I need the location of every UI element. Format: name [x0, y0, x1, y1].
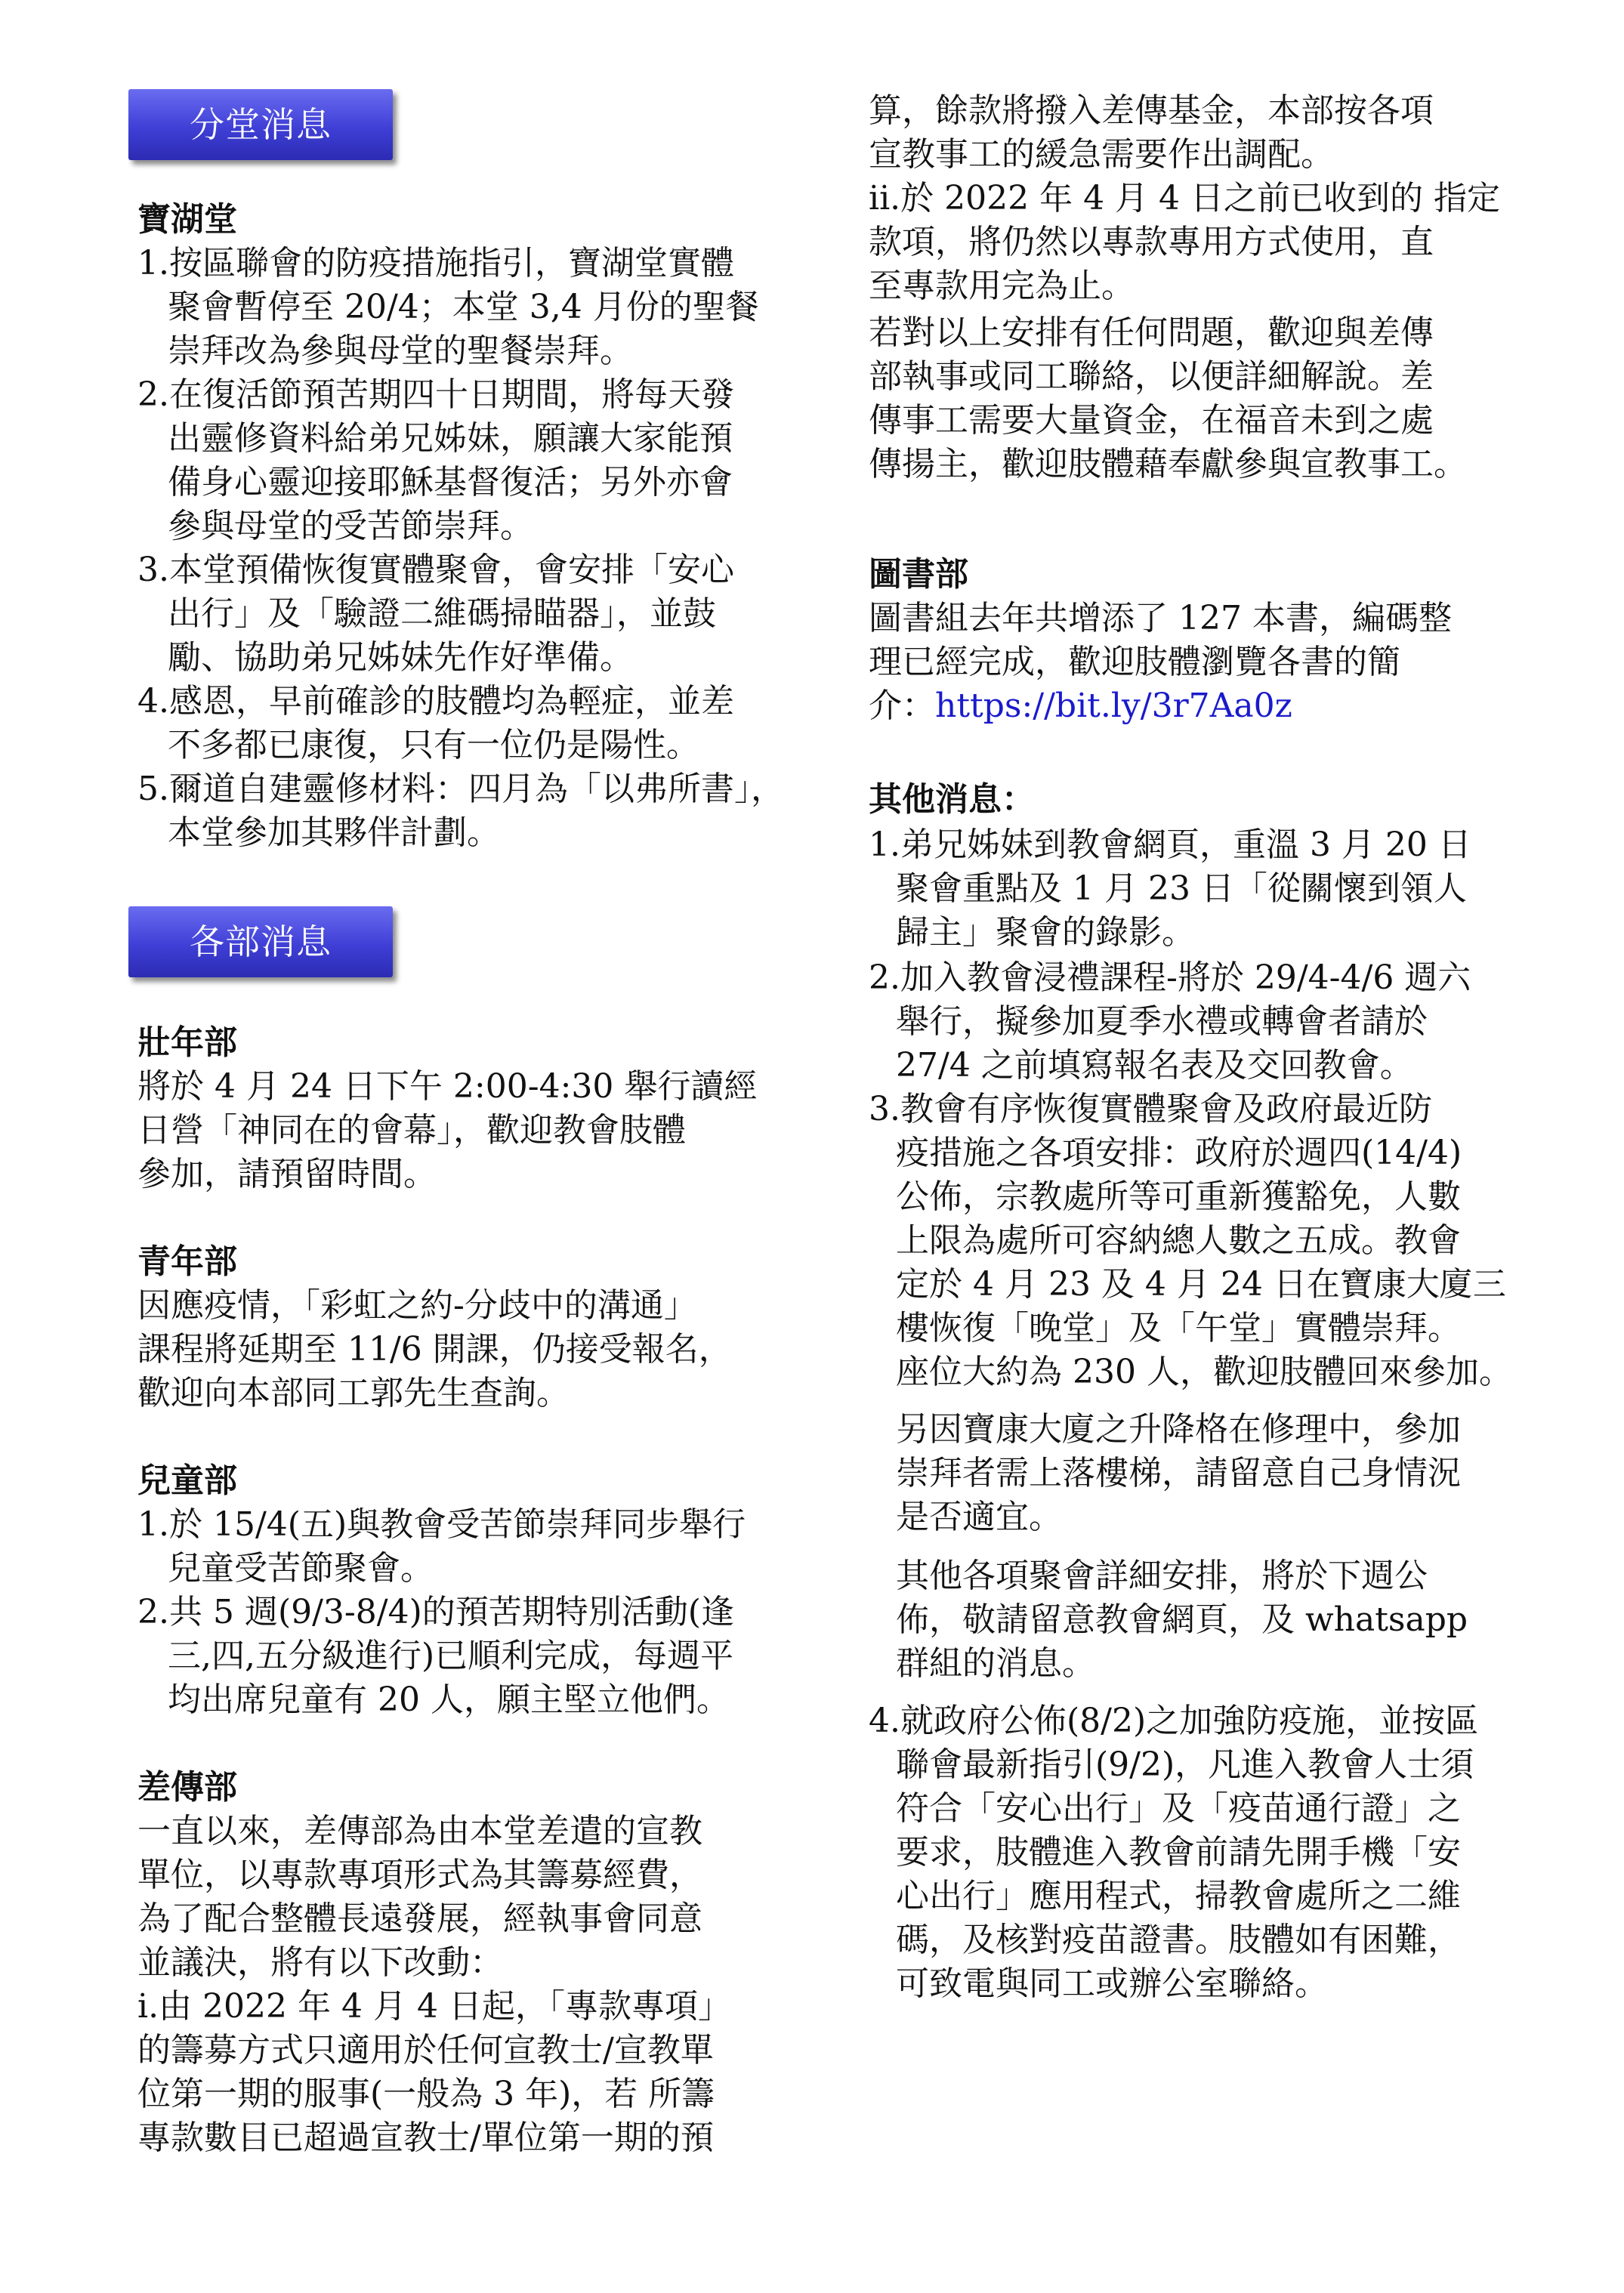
library-link-prefix: 介： [869, 687, 935, 725]
section-banner-branch: 分堂消息 [128, 89, 393, 160]
library-line: 理已經完成，歡迎肢體瀏覽各書的簡 [869, 643, 1400, 681]
other-line: 聯會最新指引(9/2)，凡進入教會人士須 [896, 1745, 1474, 1784]
mission-line: i.由 2022 年 4 月 4 日起，「專款專項」 [137, 1987, 731, 2026]
adult-line: 將於 4 月 24 日下午 2:00-4:30 舉行讀經 [137, 1067, 758, 1106]
other-line: 聚會重點及 1 月 23 日「從關懷到領人 [896, 869, 1467, 908]
mission-line: 一直以來，差傳部為由本堂差遣的宣教 [137, 1812, 702, 1850]
other-line: 要求，肢體進入教會前請先開手機「安 [896, 1833, 1461, 1872]
mission-line: 並議決，將有以下改動： [137, 1943, 503, 1982]
mission-line: 專款數目已超過宣教士/單位第一期的預 [137, 2119, 714, 2157]
library-link-line [869, 684, 1292, 728]
pohu-line: 4.感恩，早前確診的肢體均為輕症，並差 [137, 682, 734, 721]
mission-cont-line: 若對以上安排有任何問題，歡迎與差傳 [869, 313, 1434, 352]
youth-line: 課程將延期至 11/6 開課，仍接受報名， [137, 1330, 732, 1369]
youth-line: 歡迎向本部同工郭先生查詢。 [137, 1374, 570, 1412]
children-line: 三,四,五分級進行)已順利完成，每週平 [168, 1637, 734, 1675]
mission-line: 為了配合整體長遠發展，經執事會同意 [137, 1900, 702, 1938]
other-line: 公佈，宗教處所等可重新獲豁免，人數 [896, 1177, 1461, 1216]
mission-line: 位第一期的服事(一般為 3 年)，若 所籌 [137, 2075, 715, 2113]
other-line: 1.弟兄姊妹到教會網頁，重溫 3 月 20 日 [869, 826, 1471, 864]
other-line: 心出行」應用程式，掃教會處所之二維 [896, 1877, 1461, 1915]
mission-cont-line: 宣教事工的緩急需要作出調配。 [869, 135, 1334, 174]
heading-pohu: 寶湖堂 [137, 200, 237, 239]
pohu-line: 5.爾道自建靈修材料：四月為「以弗所書」， [137, 770, 784, 808]
pohu-line: 2.在復活節預苦期四十日期間，將每天發 [137, 375, 734, 414]
pohu-line: 1.按區聯會的防疫措施指引，寶湖堂實體 [137, 244, 734, 282]
heading-adult: 壯年部 [137, 1023, 237, 1062]
heading-mission: 差傳部 [137, 1768, 237, 1807]
adult-line: 日營「神同在的會幕」，歡迎教會肢體 [137, 1111, 686, 1150]
other-line: 2.加入教會浸禮課程-將於 29/4-4/6 週六 [869, 958, 1471, 997]
other-line: 歸主」聚會的錄影。 [896, 913, 1195, 952]
adult-line: 參加，請預留時間。 [137, 1155, 437, 1193]
mission-cont-line: ii.於 2022 年 4 月 4 日之前已收到的 指定 [869, 179, 1500, 218]
other-line: 另因寶康大廈之升降格在修理中，參加 [896, 1410, 1461, 1449]
pohu-line: 3.本堂預備恢復實體聚會，會安排「安心 [137, 551, 734, 589]
heading-library: 圖書部 [869, 555, 968, 594]
library-booklist-link[interactable]: https://bit.ly/3r7Aa0z [935, 687, 1292, 725]
other-line: 疫措施之各項安排：政府於週四(14/4) [896, 1134, 1462, 1172]
other-line: 3.教會有序恢復實體聚會及政府最近防 [869, 1090, 1432, 1128]
heading-youth: 青年部 [137, 1242, 237, 1281]
pohu-line: 崇拜改為參與母堂的聖餐崇拜。 [168, 332, 633, 370]
other-line: 佈，敬請留意教會網頁，及 whatsapp [896, 1600, 1468, 1639]
pohu-line: 出行」及「驗證二維碼掃瞄器」，並鼓 [168, 594, 716, 633]
other-line: 崇拜者需上落樓梯，請留意自己身情況 [896, 1454, 1461, 1492]
pohu-line: 聚會暫停至 20/4；本堂 3,4 月份的聖餐 [168, 288, 759, 326]
mission-cont-line: 至專款用完為止。 [869, 267, 1135, 305]
other-line: 座位大約為 230 人，歡迎肢體回來參加。 [896, 1353, 1512, 1391]
mission-cont-line: 傳揚主，歡迎肢體藉奉獻參與宣教事工。 [869, 445, 1467, 483]
children-line: 2.共 5 週(9/3-8/4)的預苦期特別活動(逢 [137, 1593, 734, 1631]
mission-cont-line: 算，餘款將撥入差傳基金，本部按各項 [869, 91, 1434, 130]
pohu-line: 參與母堂的受苦節崇拜。 [168, 507, 533, 545]
other-line: 樓恢復「晚堂」及「午堂」實體崇拜。 [896, 1309, 1461, 1347]
pohu-line: 出靈修資料給弟兄姊妹，願讓大家能預 [168, 419, 733, 458]
pohu-line: 備身心靈迎接耶穌基督復活；另外亦會 [168, 463, 733, 501]
children-line: 均出席兒童有 20 人，願主堅立他們。 [168, 1680, 730, 1719]
other-line: 定於 4 月 23 及 4 月 24 日在寶康大廈三 [896, 1265, 1506, 1304]
section-banner-departments: 各部消息 [128, 906, 393, 977]
other-line: 舉行，擬參加夏季水禮或轉會者請於 [896, 1002, 1428, 1041]
pohu-line: 本堂參加其夥伴計劃。 [168, 813, 500, 852]
other-line: 碼，及核對疫苗證書。肢體如有困難， [896, 1921, 1461, 1959]
other-line: 4.就政府公佈(8/2)之加強防疫施，並按區 [869, 1702, 1479, 1740]
other-line: 可致電與同工或辦公室聯絡。 [896, 1964, 1328, 2003]
pohu-line: 不多都已康復，只有一位仍是陽性。 [168, 726, 699, 764]
heading-other-news: 其他消息： [869, 780, 1035, 819]
other-line: 上限為處所可容納總人數之五成。教會 [896, 1221, 1461, 1260]
other-line: 是否適宜。 [896, 1498, 1062, 1536]
other-line: 符合「安心出行」及「疫苗通行證」之 [896, 1789, 1461, 1828]
children-line: 1.於 15/4(五)與教會受苦節崇拜同步舉行 [137, 1505, 746, 1544]
library-line: 圖書組去年共增添了 127 本書，編碼整 [869, 599, 1452, 637]
children-line: 兒童受苦節聚會。 [168, 1549, 434, 1588]
mission-cont-line: 部執事或同工聯絡，以便詳細解說。差 [869, 357, 1434, 396]
mission-cont-line: 傳事工需要大量資金，在福音未到之處 [869, 401, 1434, 440]
mission-line: 單位，以專款專項形式為其籌募經費， [137, 1856, 702, 1894]
mission-cont-line: 款項，將仍然以專款專用方式使用，直 [869, 223, 1434, 261]
mission-line: 的籌募方式只適用於任何宣教士/宣教單 [137, 2031, 714, 2069]
heading-children: 兒童部 [137, 1461, 237, 1500]
other-line: 其他各項聚會詳細安排，將於下週公 [896, 1557, 1428, 1595]
pohu-line: 勵、協助弟兄姊妹先作好準備。 [168, 638, 633, 677]
other-line: 27/4 之前填寫報名表及交回教會。 [896, 1046, 1413, 1085]
youth-line: 因應疫情，「彩虹之約-分歧中的溝通」 [137, 1286, 697, 1325]
other-line: 群組的消息。 [896, 1644, 1095, 1683]
